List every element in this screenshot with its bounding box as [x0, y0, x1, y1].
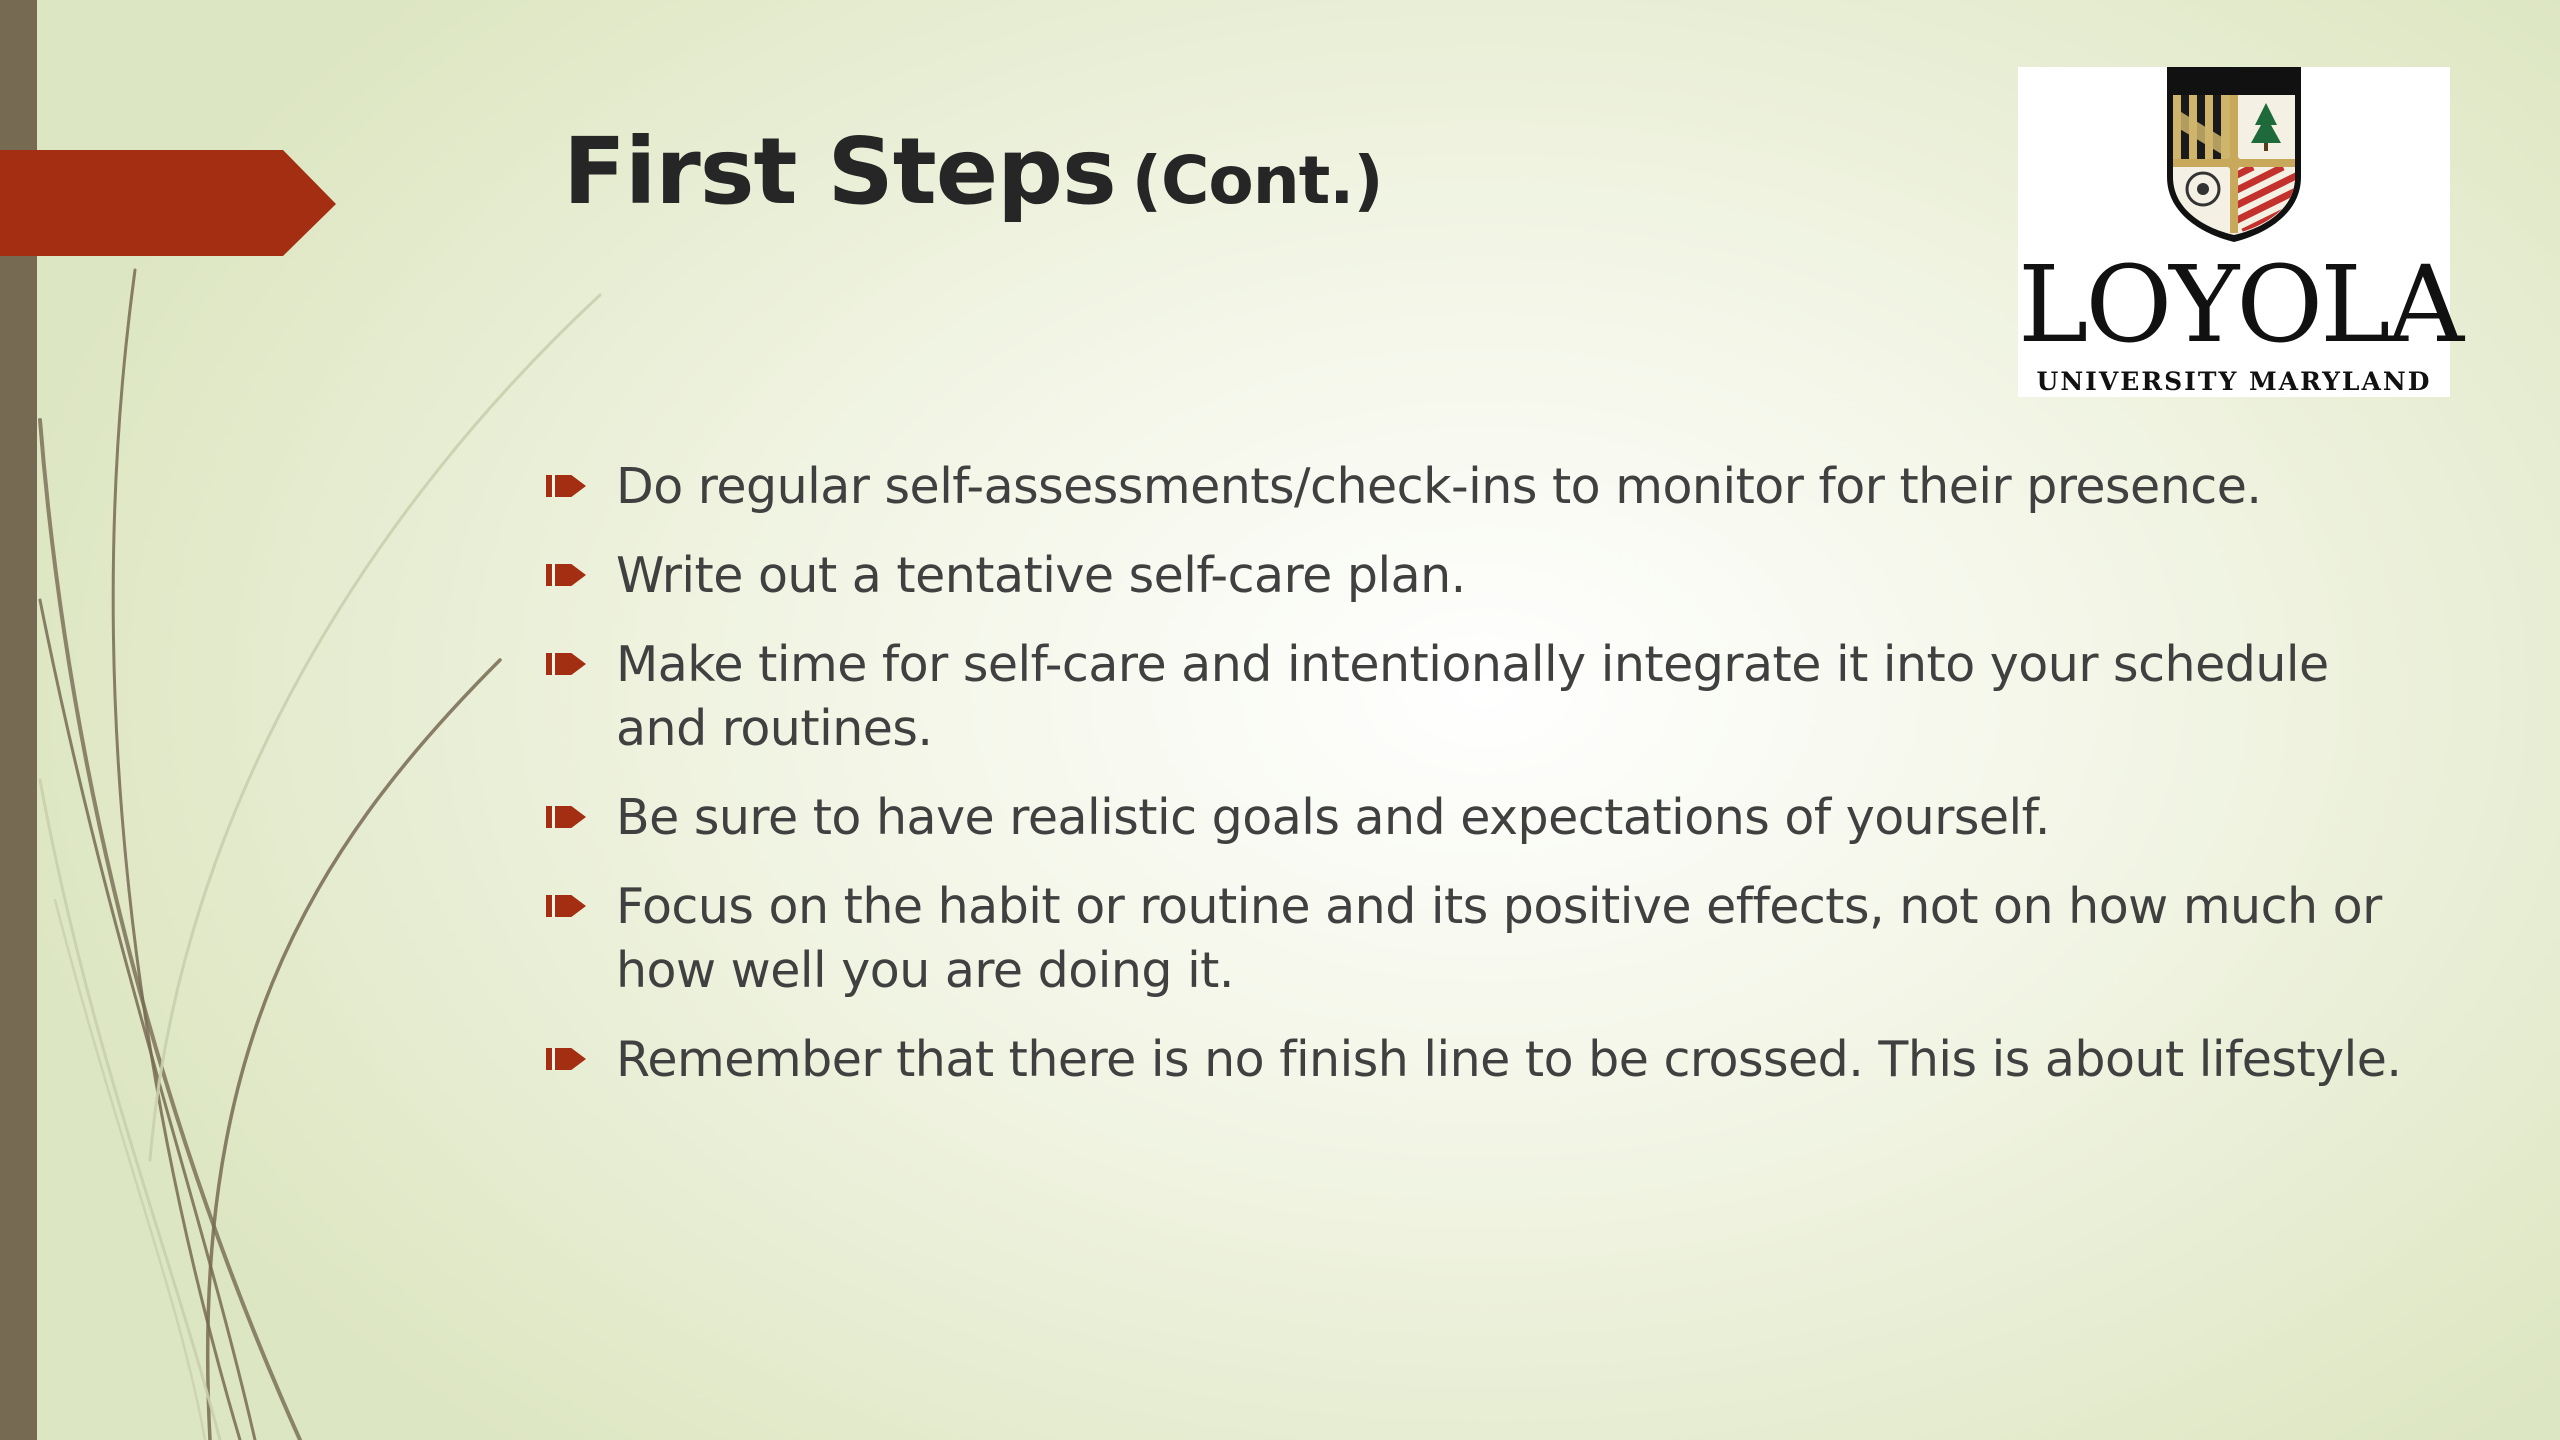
arrow-bullet-icon: [546, 1048, 586, 1070]
list-item: [543, 544, 2423, 608]
title-main: First Steps: [563, 118, 1116, 225]
slide-title: [563, 118, 1383, 225]
arrow-bullet-icon: [546, 653, 586, 675]
title-suffix: (Cont.): [1131, 142, 1383, 219]
list-item: [543, 633, 2423, 761]
logo-wordmark: LOYOLA: [2018, 243, 2462, 366]
bullet-text: Focus on the habit or routine and its positive effects, not on how much or how well you are doing it.: [616, 878, 2382, 999]
arrow-bullet-icon: [546, 475, 586, 497]
bullet-text: Make time for self-care and intentionally integrate it into your schedule and routines.: [616, 636, 2329, 757]
list-item: [543, 875, 2423, 1003]
arrow-bullet-icon: [546, 895, 586, 917]
bullet-text: Be sure to have realistic goals and expectations of yourself.: [616, 789, 2050, 846]
bullet-list: [543, 455, 2423, 1117]
list-item: [543, 786, 2423, 850]
bullet-text: Do regular self-assessments/check-ins to monitor for their presence.: [616, 458, 2262, 515]
crest-icon: [2163, 67, 2305, 242]
title-arrow-shape: [0, 150, 340, 260]
list-item: [543, 455, 2423, 519]
arrow-bullet-icon: [546, 806, 586, 828]
arrow-bullet-icon: [546, 564, 586, 586]
logo-subtitle: UNIVERSITY MARYLAND: [2036, 367, 2432, 396]
bullet-text: Remember that there is no finish line to be crossed. This is about lifestyle.: [616, 1031, 2402, 1088]
bullet-text: Write out a tentative self-care plan.: [616, 547, 1466, 604]
list-item: [543, 1028, 2423, 1092]
loyola-logo: [2018, 67, 2462, 397]
